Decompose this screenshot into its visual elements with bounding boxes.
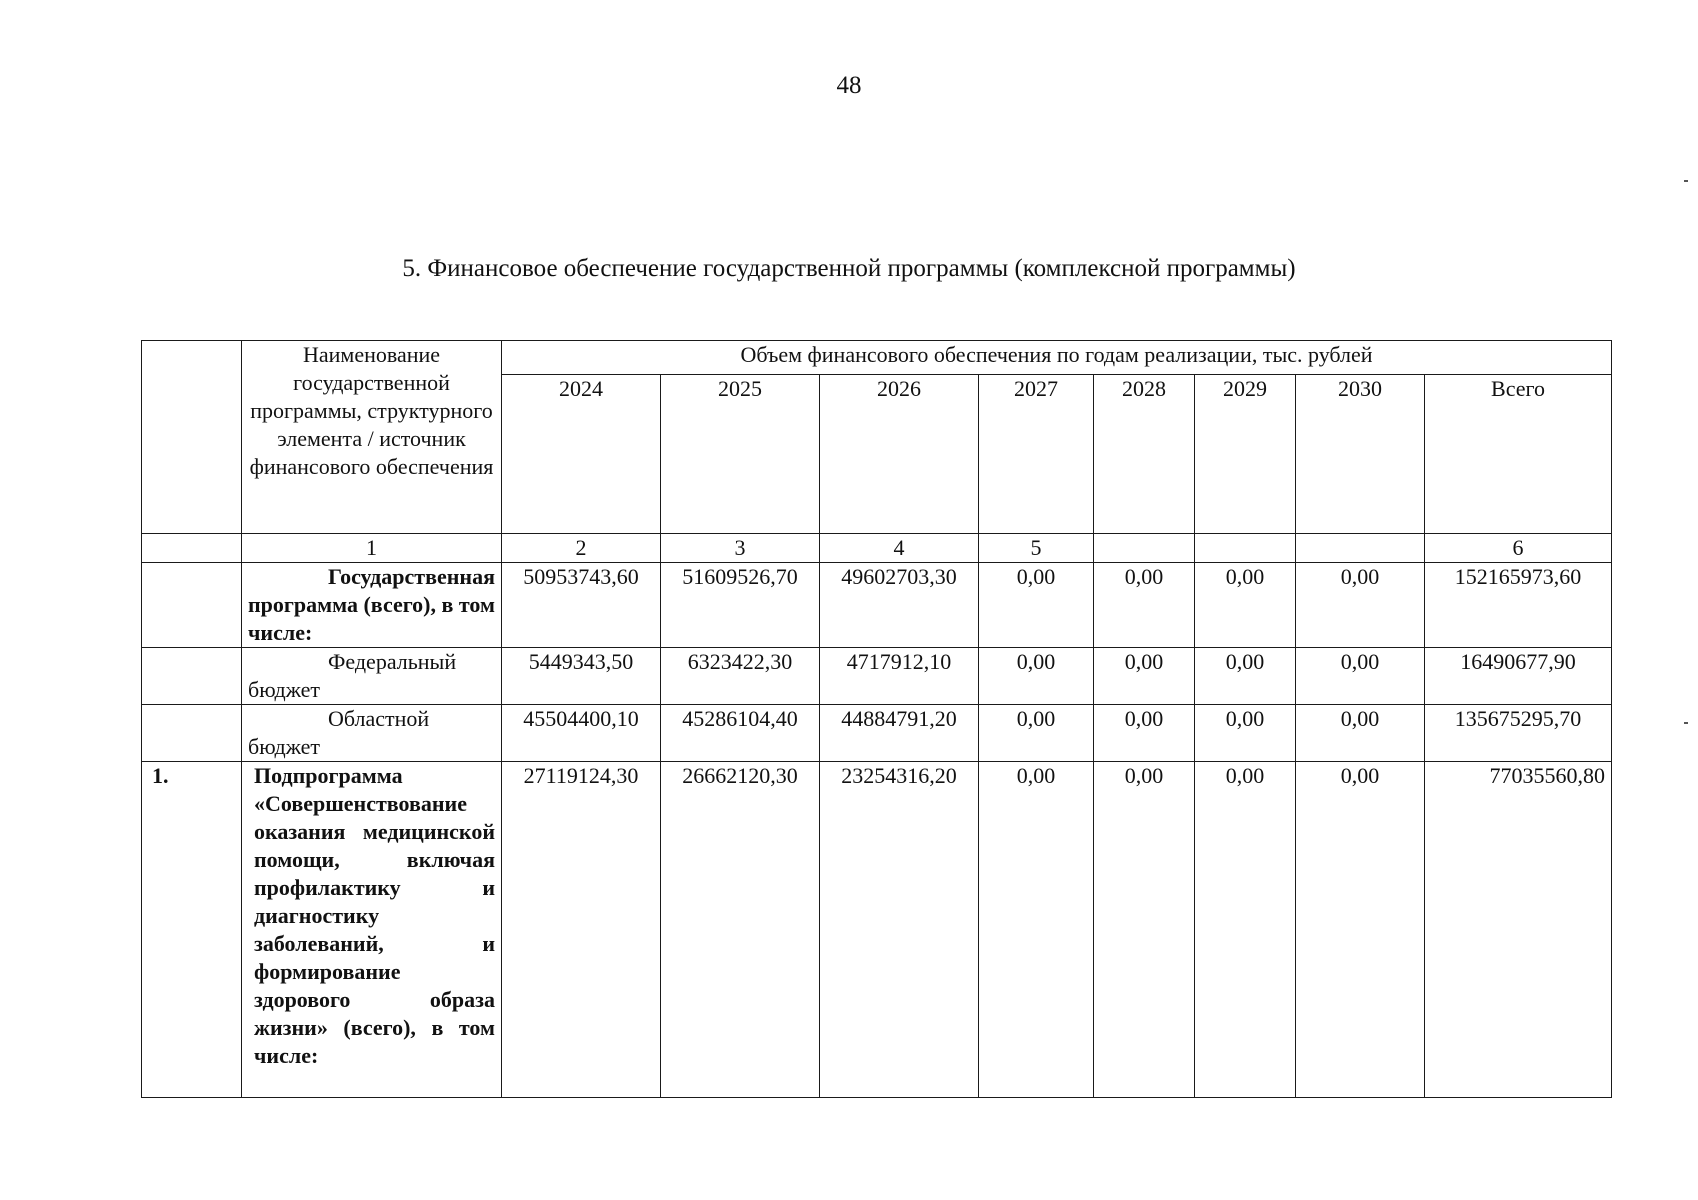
value-2030: 0,00 xyxy=(1296,563,1425,648)
value-total: 16490677,90 xyxy=(1425,648,1612,705)
table-row xyxy=(142,762,1612,1098)
column-number-cell: 1 xyxy=(242,534,502,563)
value-2029: 0,00 xyxy=(1195,563,1296,648)
value-2026: 4717912,10 xyxy=(820,648,979,705)
table-row xyxy=(142,563,1612,648)
header-year-2029: 2029 xyxy=(1195,375,1296,534)
header-year-2027: 2027 xyxy=(979,375,1094,534)
row-number: 1. xyxy=(142,762,242,1098)
value-2027: 0,00 xyxy=(979,762,1094,1098)
value-2029: 0,00 xyxy=(1195,762,1296,1098)
value-2026: 23254316,20 xyxy=(820,762,979,1098)
value-2025: 45286104,40 xyxy=(661,705,820,762)
value-2030: 0,00 xyxy=(1296,762,1425,1098)
value-2027: 0,00 xyxy=(979,563,1094,648)
value-2028: 0,00 xyxy=(1094,762,1195,1098)
financing-table xyxy=(141,340,1612,1098)
column-number-cell: 6 xyxy=(1425,534,1612,563)
value-2030: 0,00 xyxy=(1296,648,1425,705)
column-number-cell: 4 xyxy=(820,534,979,563)
value-2024: 27119124,30 xyxy=(502,762,661,1098)
column-number-row xyxy=(142,534,1612,563)
column-number-cell: 2 xyxy=(502,534,661,563)
column-number-cell: 3 xyxy=(661,534,820,563)
value-2025: 6323422,30 xyxy=(661,648,820,705)
value-2030: 0,00 xyxy=(1296,705,1425,762)
value-2025: 26662120,30 xyxy=(661,762,820,1098)
value-2025: 51609526,70 xyxy=(661,563,820,648)
value-2026: 44884791,20 xyxy=(820,705,979,762)
header-row xyxy=(142,341,1612,375)
section-title: 5. Финансовое обеспечение государственной программы (комплексной программы) xyxy=(402,255,1296,282)
column-number-cell xyxy=(1094,534,1195,563)
row-number xyxy=(142,705,242,762)
value-2028: 0,00 xyxy=(1094,705,1195,762)
header-year-2025: 2025 xyxy=(661,375,820,534)
header-name: Наименование государственной программы, структурного элемента / источник финансового обеспечения xyxy=(242,341,502,534)
column-number-cell xyxy=(1296,534,1425,563)
table-row xyxy=(142,648,1612,705)
page-number: 48 xyxy=(836,72,862,99)
header-financing-group: Объем финансового обеспечения по годам реализации, тыс. рублей xyxy=(502,341,1612,375)
value-2029: 0,00 xyxy=(1195,705,1296,762)
header-empty-cell xyxy=(142,341,242,534)
value-2029: 0,00 xyxy=(1195,648,1296,705)
column-number-cell xyxy=(142,534,242,563)
row-number xyxy=(142,563,242,648)
row-name: Подпрограмма «Совершенствование оказания медицинской помощи, включая профилактику и диагностику заболеваний, и формирование здорового образа жизни» (всего), в том числе: xyxy=(242,762,502,1098)
header-year-2026: 2026 xyxy=(820,375,979,534)
value-2024: 5449343,50 xyxy=(502,648,661,705)
row-name: Государственная программа (всего), в том числе: xyxy=(242,563,502,648)
value-total: 152165973,60 xyxy=(1425,563,1612,648)
scan-artifact xyxy=(1684,180,1688,182)
header-year-2028: 2028 xyxy=(1094,375,1195,534)
value-total: 135675295,70 xyxy=(1425,705,1612,762)
column-number-cell xyxy=(1195,534,1296,563)
value-2028: 0,00 xyxy=(1094,563,1195,648)
row-name: Областной бюджет xyxy=(242,705,502,762)
header-year-2030: 2030 xyxy=(1296,375,1425,534)
value-2024: 50953743,60 xyxy=(502,563,661,648)
value-2028: 0,00 xyxy=(1094,648,1195,705)
value-total: 77035560,80 xyxy=(1425,762,1612,1098)
value-2026: 49602703,30 xyxy=(820,563,979,648)
scan-artifact xyxy=(1684,722,1688,724)
row-name: Федеральный бюджет xyxy=(242,648,502,705)
value-2027: 0,00 xyxy=(979,648,1094,705)
header-total: Всего xyxy=(1425,375,1612,534)
value-2024: 45504400,10 xyxy=(502,705,661,762)
header-year-2024: 2024 xyxy=(502,375,661,534)
row-number xyxy=(142,648,242,705)
table-row xyxy=(142,705,1612,762)
column-number-cell: 5 xyxy=(979,534,1094,563)
value-2027: 0,00 xyxy=(979,705,1094,762)
